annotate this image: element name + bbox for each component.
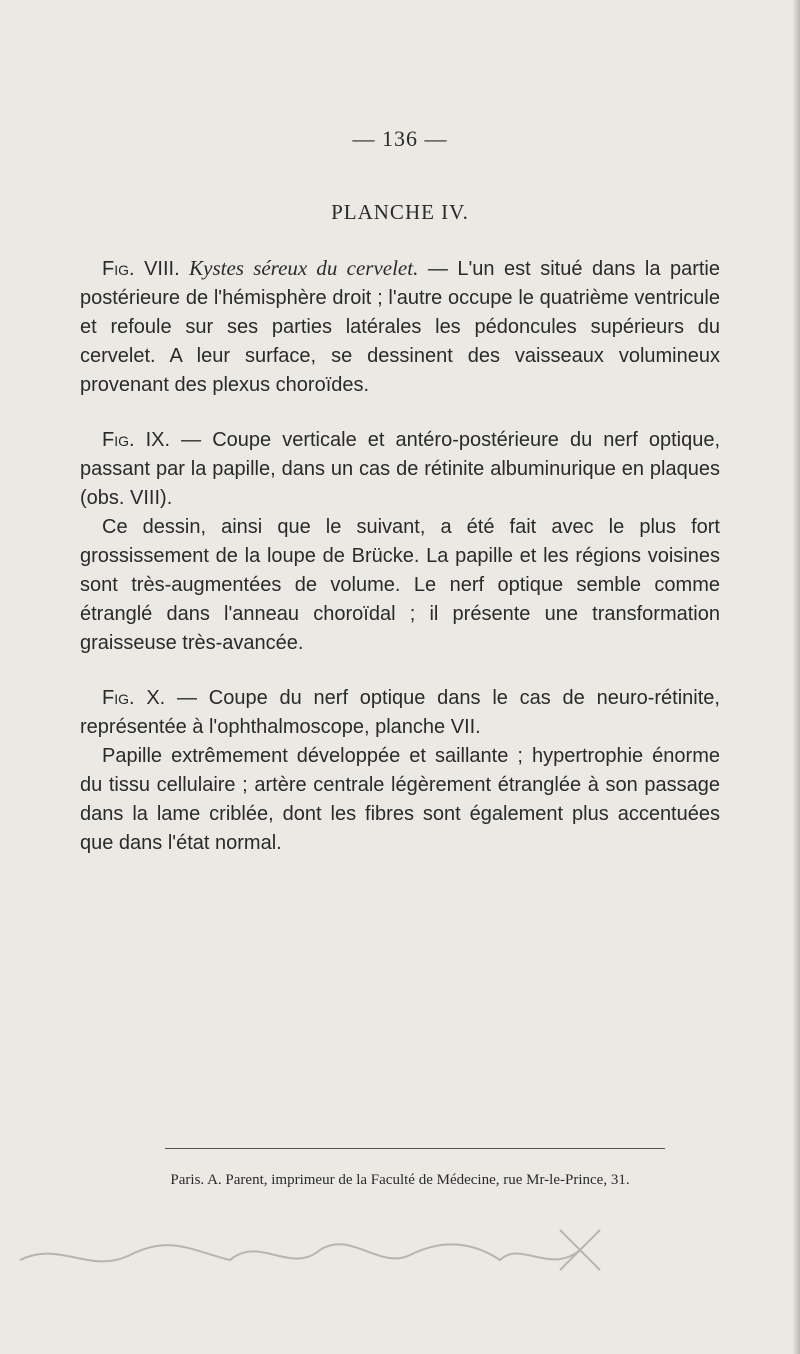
fig-entry-ix [80, 426, 720, 658]
fig-label: Fig. IX. [102, 429, 171, 451]
fig-entry-x [80, 684, 720, 858]
fig-text: — L'un est situé dans la partie postérieure de l'hémisphère droit ; l'autre occupe le quatrième ventricule et refoule sur ses parties latérales les pédoncules supérieurs du cervelet. A leur surface, se dessinent des vaisseaux volumineux provenant des plexus choroïdes. [80, 258, 720, 396]
printer-imprint: Paris. A. Parent, imprimeur de la Faculté de Médecine, rue Mr-le-Prince, 31. [170, 1172, 630, 1188]
plate-legend [80, 254, 720, 858]
footer-rule [165, 1148, 665, 1149]
fig-text: — Coupe verticale et antéro-postérieure du nerf optique, passant par la papille, dans un cas de rétinite albuminurique en plaques (obs. VIII). [80, 429, 721, 509]
fig-title: Kystes séreux du cervelet. [189, 256, 419, 280]
fig-label: Fig. X. [102, 687, 166, 709]
fig-paragraph [80, 684, 720, 742]
fig-paragraph [80, 426, 720, 513]
page-number: — 136 — [352, 126, 448, 151]
plate-title: PLANCHE IV. [331, 200, 469, 224]
fig-description: Ce dessin, ainsi que le suivant, a été fait avec le plus fort grossissement de la loupe de Brücke. La papille et les régions voisines sont très-augmentées de volume. Le nerf optique semble comme étranglé dans l'anneau choroïdal ; il présente une transformation graisseuse très-avancée. [80, 516, 720, 654]
fig-paragraph [80, 254, 720, 400]
fig-text: — Coupe du nerf optique dans le cas de neuro-rétinite, représentée à l'ophthalmoscope, planche VII. [80, 687, 720, 738]
fig-entry-viii [80, 254, 720, 400]
handwritten-scribble-icon [0, 1200, 800, 1280]
fig-label: Fig. VIII. [102, 258, 180, 280]
fig-description: Papille extrêmement développée et saillante ; hypertrophie énorme du tissu cellulaire ; artère centrale légèrement étranglée à son passage dans la lame criblée, dont les fibres sont également plus accentuées que dans l'état normal. [80, 745, 720, 854]
